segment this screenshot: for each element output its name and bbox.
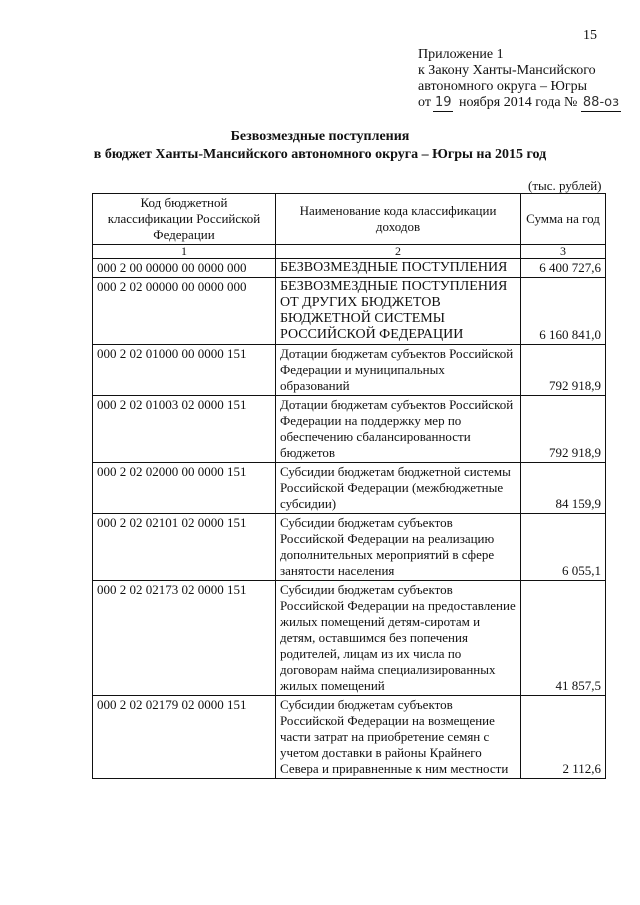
revenue-table bbox=[92, 193, 606, 779]
column-number: 1 bbox=[93, 245, 276, 259]
table-row bbox=[93, 396, 606, 463]
row-name: Субсидии бюджетам субъектов Российской Федерации на реализацию дополнительных мероприятий в сфере занятости населения bbox=[276, 514, 521, 581]
header-code: Код бюджетной классификации Российской Федерации bbox=[93, 194, 276, 245]
row-code: 000 2 02 02179 02 0000 151 bbox=[93, 696, 276, 779]
column-number-row bbox=[93, 245, 606, 259]
date-rest: ноября 2014 года № bbox=[458, 95, 578, 110]
row-amount: 84 159,9 bbox=[521, 463, 606, 514]
row-code: 000 2 02 01000 00 0000 151 bbox=[93, 345, 276, 396]
row-name: БЕЗВОЗМЕЗДНЫЕ ПОСТУПЛЕНИЯ bbox=[276, 259, 521, 278]
table-header-row bbox=[93, 194, 606, 245]
column-number: 2 bbox=[276, 245, 521, 259]
page-number: 15 bbox=[583, 28, 597, 43]
row-name: БЕЗВОЗМЕЗДНЫЕ ПОСТУПЛЕНИЯ ОТ ДРУГИХ БЮДЖЕТОВ БЮДЖЕТНОЙ СИСТЕМЫ РОССИЙСКОЙ ФЕДЕРАЦИИ bbox=[276, 278, 521, 345]
document-title bbox=[0, 128, 640, 164]
row-amount: 2 112,6 bbox=[521, 696, 606, 779]
row-code: 000 2 02 01003 02 0000 151 bbox=[93, 396, 276, 463]
row-code: 000 2 02 02000 00 0000 151 bbox=[93, 463, 276, 514]
row-amount: 792 918,9 bbox=[521, 345, 606, 396]
row-name: Субсидии бюджетам субъектов Российской Федерации на возмещение части затрат на приобретение семян с учетом доставки в районы Крайнего Севера и приравненные к ним местности bbox=[276, 696, 521, 779]
table-row bbox=[93, 259, 606, 278]
row-code: 000 2 00 00000 00 0000 000 bbox=[93, 259, 276, 278]
title-line-1: Безвозмездные поступления bbox=[230, 129, 410, 144]
table-row bbox=[93, 463, 606, 514]
appendix-date-line bbox=[418, 95, 621, 112]
row-name: Субсидии бюджетам бюджетной системы Российской Федерации (межбюджетные субсидии) bbox=[276, 463, 521, 514]
row-amount: 6 160 841,0 bbox=[521, 278, 606, 345]
row-amount: 6 400 727,6 bbox=[521, 259, 606, 278]
row-name: Дотации бюджетам субъектов Российской Федерации и муниципальных образований bbox=[276, 345, 521, 396]
row-code: 000 2 02 02173 02 0000 151 bbox=[93, 581, 276, 696]
appendix-line-3: автономного округа – Югры bbox=[418, 79, 587, 94]
row-amount: 41 857,5 bbox=[521, 581, 606, 696]
header-amount: Сумма на год bbox=[521, 194, 606, 245]
appendix-line-1: Приложение 1 bbox=[418, 47, 504, 62]
appendix-line-2: к Закону Ханты-Мансийского bbox=[418, 63, 596, 78]
row-code: 000 2 02 02101 02 0000 151 bbox=[93, 514, 276, 581]
row-amount: 6 055,1 bbox=[521, 514, 606, 581]
row-name: Субсидии бюджетам субъектов Российской Федерации на предоставление жилых помещений детям-сиротам и детям, оставшимся без попечения родителей, лицам из их числа по договорам найма специализированных жилых помещений bbox=[276, 581, 521, 696]
table-row bbox=[93, 581, 606, 696]
column-number: 3 bbox=[521, 245, 606, 259]
table-row bbox=[93, 278, 606, 345]
unit-label: (тыс. рублей) bbox=[528, 178, 602, 193]
row-name: Дотации бюджетам субъектов Российской Федерации на поддержку мер по обеспечению сбалансированности бюджетов bbox=[276, 396, 521, 463]
row-amount: 792 918,9 bbox=[521, 396, 606, 463]
date-prefix: от bbox=[418, 95, 431, 110]
handwritten-law-number: 88-оз bbox=[582, 95, 620, 110]
header-name: Наименование кода классификации доходов bbox=[276, 194, 521, 245]
appendix-block bbox=[418, 47, 621, 112]
table-row bbox=[93, 696, 606, 779]
title-line-2: в бюджет Ханты-Мансийского автономного округа – Югры на 2015 год bbox=[93, 147, 547, 162]
row-code: 000 2 02 00000 00 0000 000 bbox=[93, 278, 276, 345]
table-row bbox=[93, 514, 606, 581]
table-row bbox=[93, 345, 606, 396]
handwritten-date-day: 19 bbox=[434, 95, 452, 110]
